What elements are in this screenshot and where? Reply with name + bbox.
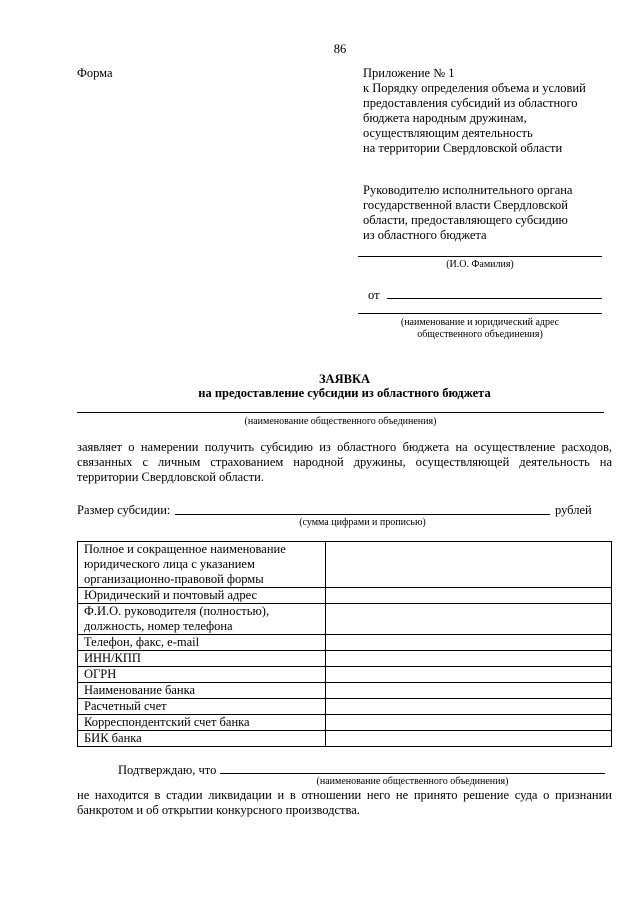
addressee-line: Руководителю исполнительного органа xyxy=(363,183,573,197)
appendix-line: бюджета народным дружинам, xyxy=(363,111,527,125)
addressee-line: области, предоставляющего субсидию xyxy=(363,213,568,227)
subsidy-amount-line[interactable] xyxy=(175,514,550,515)
addressee-line: из областного бюджета xyxy=(363,228,487,242)
appendix-block xyxy=(363,66,623,156)
appendix-line: предоставления субсидий из областного xyxy=(363,96,578,110)
appendix-line: осуществляющим деятельность xyxy=(363,126,533,140)
body-paragraph: заявляет о намерении получить субсидию из областного бюджета на осуществление расходов, связанных с личным страхованием народной дружины, осуществляющей деятельность на территории Свердловской области. xyxy=(77,440,612,484)
subsidy-unit: рублей xyxy=(555,503,592,517)
org-caption: (наименование и юридический адрес общественного объединения) xyxy=(400,317,560,340)
table-row xyxy=(78,731,612,747)
table-row xyxy=(78,651,612,667)
table-row xyxy=(78,542,612,588)
row-value[interactable] xyxy=(326,667,612,683)
confirm-org-line[interactable] xyxy=(220,773,605,774)
subsidy-label: Размер субсидии: xyxy=(77,503,171,517)
org-name-caption: (наименование общественного объединения) xyxy=(244,416,437,427)
row-value[interactable] xyxy=(326,588,612,604)
row-label: Юридический и почтовый адрес xyxy=(78,588,326,604)
row-label: Расчетный счет xyxy=(78,699,326,715)
appendix-line: на территории Свердловской области xyxy=(363,141,563,155)
page-number: 86 xyxy=(333,42,347,56)
subsidy-caption: (сумма цифрами и прописью) xyxy=(299,517,426,528)
addressee-block xyxy=(363,183,623,243)
row-label: ОГРН xyxy=(78,667,326,683)
table-row xyxy=(78,667,612,683)
table-row xyxy=(78,715,612,731)
table-row xyxy=(78,683,612,699)
row-label: Ф.И.О. руководителя (полностью), должность, номер телефона xyxy=(78,604,326,635)
confirm-label: Подтверждаю, что xyxy=(118,763,217,777)
from-line-2[interactable] xyxy=(358,313,602,314)
info-table xyxy=(77,541,612,747)
row-label: Наименование банка xyxy=(78,683,326,699)
table-row xyxy=(78,635,612,651)
row-value[interactable] xyxy=(326,635,612,651)
addressee-line: государственной власти Свердловской xyxy=(363,198,568,212)
row-value[interactable] xyxy=(326,715,612,731)
appendix-title: Приложение № 1 xyxy=(363,66,455,80)
table-row xyxy=(78,604,612,635)
row-value[interactable] xyxy=(326,651,612,667)
addressee-name-caption: (И.О. Фамилия) xyxy=(446,259,514,270)
page-subtitle: на предоставление субсидии из областного бюджета xyxy=(198,386,491,400)
org-name-line[interactable] xyxy=(77,412,604,413)
row-label: Корреспондентский счет банка xyxy=(78,715,326,731)
page-title: ЗАЯВКА xyxy=(318,372,371,386)
row-value[interactable] xyxy=(326,683,612,699)
row-value[interactable] xyxy=(326,699,612,715)
form-label: Форма xyxy=(77,66,113,80)
from-label: от xyxy=(368,288,380,302)
confirm-text: не находится в стадии ликвидации и в отношении него не принято решение суда о признании банкротом и об открытии конкурсного производства. xyxy=(77,788,612,817)
row-value[interactable] xyxy=(326,542,612,588)
appendix-line: к Порядку определения объема и условий xyxy=(363,81,586,95)
table-row xyxy=(78,699,612,715)
confirm-caption: (наименование общественного объединения) xyxy=(316,776,509,787)
row-label: БИК банка xyxy=(78,731,326,747)
addressee-name-line[interactable] xyxy=(358,256,602,257)
table-row xyxy=(78,588,612,604)
from-line[interactable] xyxy=(387,298,602,299)
row-value[interactable] xyxy=(326,731,612,747)
row-label: Телефон, факс, e-mail xyxy=(78,635,326,651)
row-label: Полное и сокращенное наименование юридического лица с указанием организационно-правовой формы xyxy=(78,542,326,588)
row-label: ИНН/КПП xyxy=(78,651,326,667)
row-value[interactable] xyxy=(326,604,612,635)
